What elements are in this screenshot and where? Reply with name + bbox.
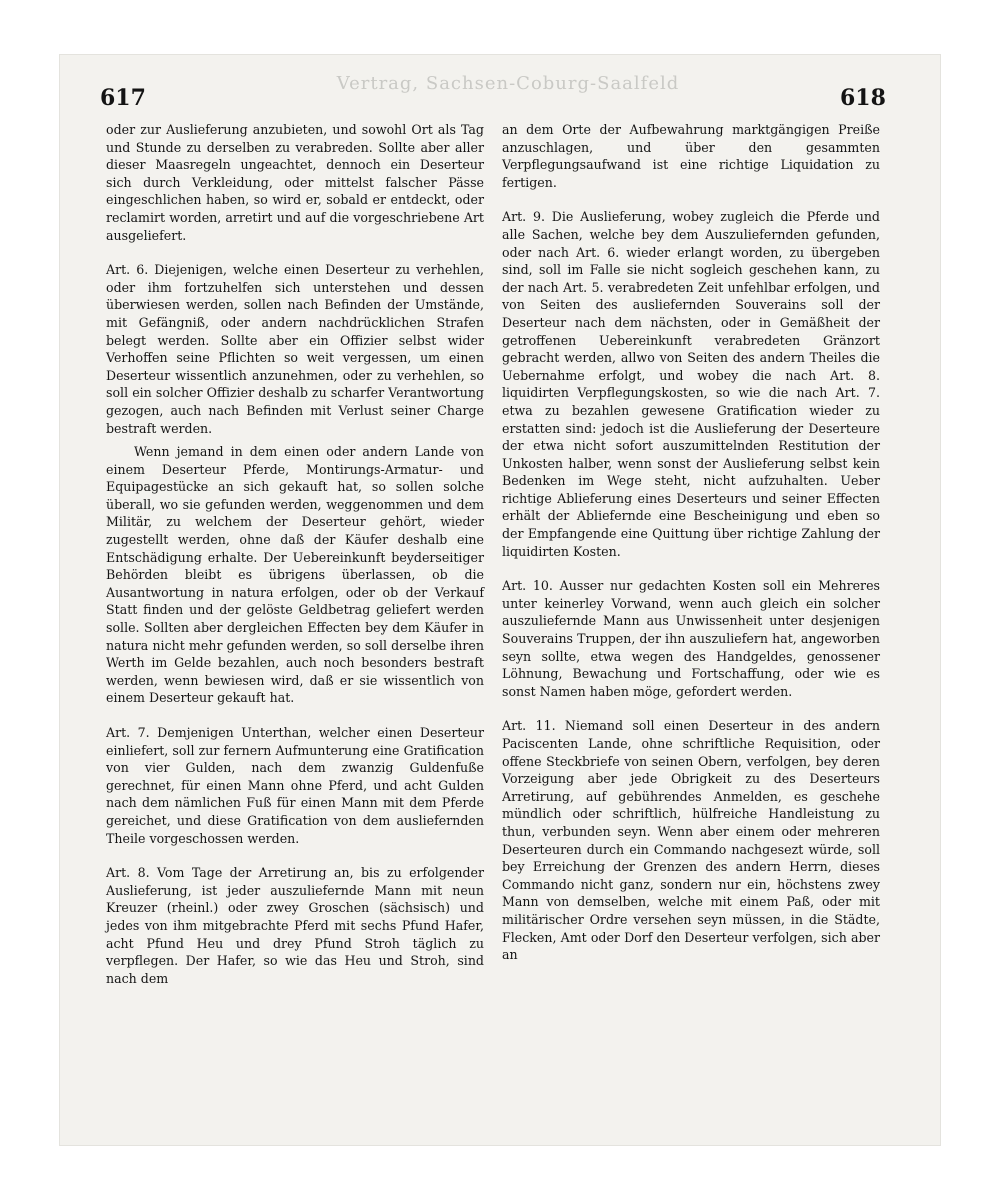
paragraph-art-6: Art. 6. Diejenigen, welche einen Deserteur zu verhehlen, oder ihm fortzuhelfen sich unterstehen und dessen überwiesen werden, sollen nach Befinden der Umstände, mit Gefängniß, oder andern nachdrücklichen Strafen belegt werden. Sollte aber ein Offizier selbst wider Verhoffen seine Pflichten so weit vergessen, um einen Deserteur wissentlich anzunehmen, oder zu verhehlen, so soll ein solcher Offizier deshalb zu scharfer Verantwortung gezogen, auch nach Befinden mit Verlust seiner Charge bestraft werden. <box>106 262 484 436</box>
left-text-column <box>106 121 484 1004</box>
right-text-column <box>502 121 880 981</box>
paragraph-art-11: Art. 11. Niemand soll einen Deserteur in des andern Paciscenten Lande, ohne schriftliche Requisition, oder offene Steckbriefe von seinen Obern, verfolgen, bey deren Vorzeigung aber jede Obrigkeit zu des Deserteurs Arretirung, auf gebührendes Anmelden, es geschehe mündlich oder schriftlich, hülfreiche Handleistung zu thun, verbunden seyn. Wenn aber einem oder mehreren Deserteuren durch ein Commando nachgesezt würde, soll bey Erreichung der Grenzen des andern Herrn, dieses Commando nicht ganz, sondern nur ein, höchstens zwey Mann von demselben, welche mit einem Paß, oder mit militärischer Ordre versehen seyn müssen, in die Städte, Flecken, Amt oder Dorf den Deserteur verfolgen, sich aber an <box>502 718 880 963</box>
paragraph-continuation: oder zur Auslieferung anzubieten, und sowohl Ort als Tag und Stunde zu derselben zu verabreden. Sollte aber aller dieser Maasregeln ungeachtet, dennoch ein Deserteur sich durch Verkleidung, oder mittelst falscher Pässe eingeschlichen haben, so wird er, sobald er entdeckt, oder reclamirt worden, arretirt und auf die vorgeschriebene Art ausgeliefert. <box>106 122 484 243</box>
paragraph-art-8: Art. 8. Vom Tage der Arretirung an, bis zu erfolgender Auslieferung, ist jeder auszuliefernde Mann mit neun Kreuzer (rheinl.) oder zwey Groschen (sächsisch) und jedes von ihm mitgebrachte Pferd mit sechs Pfund Hafer, acht Pfund Heu und drey Pfund Stroh täglich zu verpflegen. Der Hafer, so wie das Heu und Stroh, sind nach dem <box>106 865 484 986</box>
paragraph-art-10: Art. 10. Ausser nur gedachten Kosten soll ein Mehreres unter keinerley Vorwand, wenn auch gleich ein solcher auszuliefernde Mann aus Unwissenheit unter desjenigen Souverains Truppen, der ihn auszuliefern hat, angeworben seyn sollte, etwa wegen des Handgeldes, genossener Löhnung, Bewachung und Fortschaffung, oder wie es sonst Namen haben möge, gefordert werden. <box>502 578 880 699</box>
page-number-left: 617 <box>100 85 146 111</box>
page-number-right: 618 <box>840 85 886 111</box>
paragraph-deserter-goods: Wenn jemand in dem einen oder andern Lande von einem Deserteur Pferde, Montirungs-Armatur- und Equipagestücke an sich gekauft hat, so sollen solche überall, wo sie gefunden werden, weggenommen und dem Militär, zu welchem der Deserteur gehört, wieder zugestellt werden, ohne daß der Käufer deshalb eine Entschädigung erhalte. Der Uebereinkunft beyderseitiger Behörden bleibt es übrigens überlassen, ob die Ausantwortung in natura erfolgen, oder ob der Verkauf Statt finden und der gelöste Geldbetrag geliefert werden solle. Sollten aber dergleichen Effecten bey dem Käufer in natura nicht mehr gefunden werden, so soll derselbe ihren Werth im Gelde bezahlen, auch noch besonders bestraft werden, wenn bewiesen wird, daß er sie wissentlich von einem Deserteur gekauft hat. <box>106 444 484 706</box>
paragraph-art-8-continued: an dem Orte der Aufbewahrung marktgängigen Preiße anzuschlagen, und über den gesammten Verpflegungsaufwand ist eine richtige Liquidation zu fertigen. <box>502 122 880 190</box>
paragraph-art-9: Art. 9. Die Auslieferung, wobey zugleich die Pferde und alle Sachen, welche bey dem Auszuliefernden gefunden, oder nach Art. 6. wieder erlangt worden, zu übergeben sind, soll im Falle sie nicht sogleich geschehen kann, zu der nach Art. 5. verabredeten Zeit unfehlbar erfolgen, und von Seiten des ausliefernden Souverains soll der Deserteur nach dem nächsten, oder in Gemäßheit der getroffenen Uebereinkunft verabredeten Gränzort gebracht werden, allwo von Seiten des andern Theiles die Uebernahme erfolgt, und wobey die nach Art. 8. liquidirten Verpflegungskosten, so wie die nach Art. 7. etwa zu bezahlen gewesene Gratification wieder zu erstatten sind: jedoch ist die Auslieferung der Deserteure der etwa nicht sofort auszumittelnden Restitution der Unkosten halber, wenn sonst der Auslieferung selbst kein Bedenken im Wege steht, nicht aufzuhalten. Ueber richtige Ablieferung eines Deserteurs und seiner Effecten erhält der Abliefernde eine Bescheinigung und eben so der Empfangende eine Quittung über richtige Zahlung der liquidirten Kosten. <box>502 209 880 559</box>
paragraph-art-7: Art. 7. Demjenigen Unterthan, welcher einen Deserteur einliefert, soll zur fernern Aufmunterung eine Gratification von vier Gulden, nach dem zwanzig Guldenfuße gerechnet, für einen Mann ohne Pferd, und acht Gulden nach dem nämlichen Fuß für einen Mann mit dem Pferde gereichet, und diese Gratification von dem ausliefernden Theile vorgeschossen werden. <box>106 725 484 846</box>
book-page-spread <box>60 55 940 1145</box>
running-head: Vertrag, Sachsen-Coburg-Saalfeld <box>336 73 680 94</box>
